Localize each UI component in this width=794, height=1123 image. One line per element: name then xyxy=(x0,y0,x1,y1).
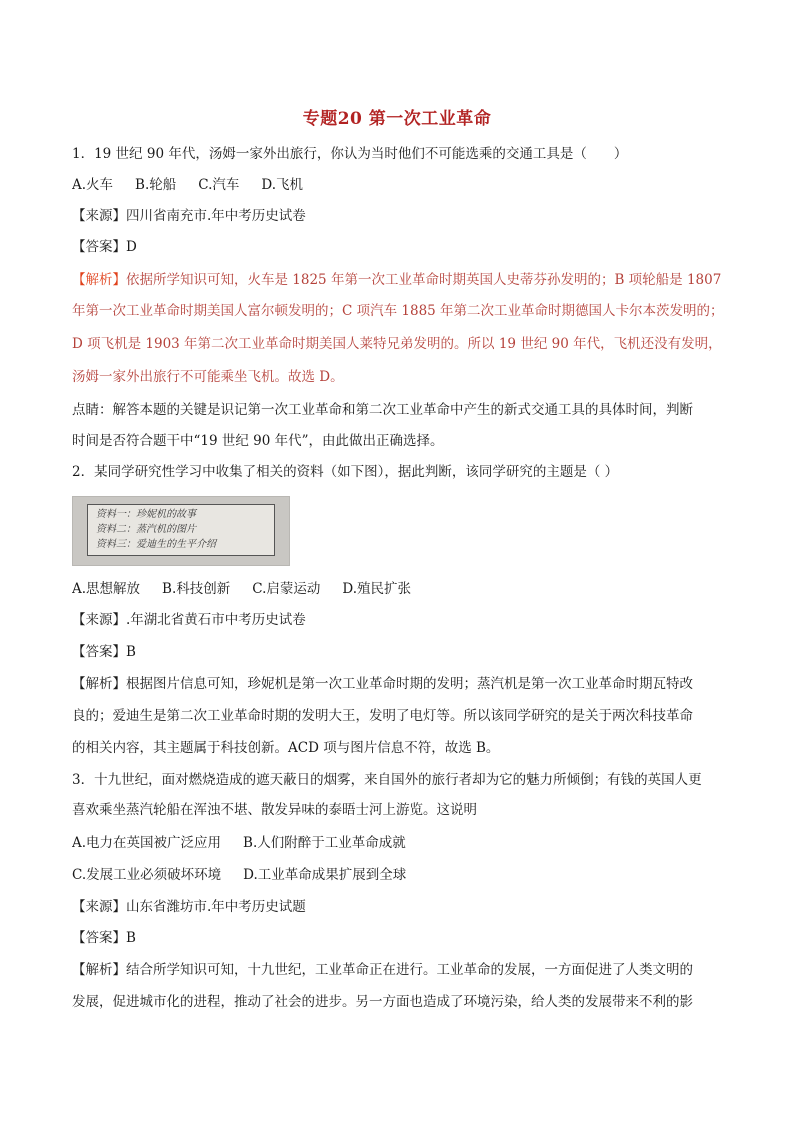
source-tag: 【来源】 xyxy=(72,208,126,224)
analysis-tag: 【解析】 xyxy=(72,272,126,288)
answer-tag: 【答案】 xyxy=(72,239,126,255)
q2-material-line: 资料二：蒸汽机的图片 xyxy=(96,524,196,535)
q1-answer-text: D xyxy=(126,239,137,255)
q2-answer-text: B xyxy=(126,644,136,660)
q1-options xyxy=(72,175,732,195)
q3-question-line: 3．十九世纪，面对燃烧造成的遮天蔽日的烟雾，来自国外的旅行者却为它的魅力所倾倒；有钱的英国人更 xyxy=(72,772,702,788)
q3-options-row xyxy=(72,865,732,885)
q2-option-d: D.殖民扩张 xyxy=(342,581,412,597)
q2-option-c: C.启蒙运动 xyxy=(252,581,321,597)
q2-option-a: A.思想解放 xyxy=(72,581,141,597)
q1-option-b: B.轮船 xyxy=(135,177,177,193)
q1-option-a: A.火车 xyxy=(72,177,114,193)
q2-answer xyxy=(72,642,732,662)
q3-answer-text: B xyxy=(126,930,136,946)
q2-materials-figure xyxy=(72,496,290,566)
q2-option-b: B.科技创新 xyxy=(162,581,231,597)
q2-source xyxy=(72,610,732,630)
q1-option-d: D.飞机 xyxy=(261,177,304,193)
q3-answer xyxy=(72,928,732,948)
q1-note-line: 时间是否符合题干中“19 世纪 90 年代”，由此做出正确选择。 xyxy=(72,433,444,449)
q1-analysis-line: 汤姆一家外出旅行不可能乘坐飞机。故选 D。 xyxy=(72,369,344,385)
q1-analysis-line: 【解析】依据所学知识可知，火车是 1825 年第一次工业革命时期英国人史蒂芬孙发明的；B 项轮船是 1807 xyxy=(72,272,722,288)
q2-material-line: 资料一：珍妮机的故事 xyxy=(96,509,196,520)
answer-tag: 【答案】 xyxy=(72,930,126,946)
analysis-tag: 【解析】 xyxy=(72,676,126,692)
answer-tag: 【答案】 xyxy=(72,644,126,660)
q2-analysis-line: 良的；爱迪生是第二次工业革命时期的发明大王，发明了电灯等。所以该同学研究的是关于两次科技革命 xyxy=(72,708,693,724)
q2-analysis-line: 的相关内容，其主题属于科技创新。ACD 项与图片信息不符，故选 B。 xyxy=(72,740,500,756)
q2-source-text: .年湖北省黄石市中考历史试卷 xyxy=(126,612,306,628)
q3-source xyxy=(72,897,732,917)
q2-material-line: 资料三：爱迪生的生平介绍 xyxy=(96,539,216,550)
q1-source-text: 四川省南充市.年中考历史试卷 xyxy=(126,208,306,224)
source-tag: 【来源】 xyxy=(72,612,126,628)
q1-analysis-line: D 项飞机是 1903 年第二次工业革命时期美国人莱特兄弟发明的。所以 19 世纪 90 年代，飞机还没有发明， xyxy=(72,336,722,352)
q2-options xyxy=(72,579,732,599)
q3-options-row xyxy=(72,833,732,853)
q1-source xyxy=(72,206,732,226)
q3-option-c: C.发展工业必须破坏环境 xyxy=(72,867,222,883)
q1-option-c: C.汽车 xyxy=(198,177,240,193)
q3-option-b: B.人们附醉于工业革命成就 xyxy=(243,835,406,851)
q1-note-line: 点睛：解答本题的关键是识记第一次工业革命和第二次工业革命中产生的新式交通工具的具体时间，判断 xyxy=(72,402,693,418)
q3-question-line: 喜欢乘坐蒸汽轮船在浑浊不堪、散发异味的泰晤士河上游览。这说明 xyxy=(72,802,477,818)
q3-option-a: A.电力在英国被广泛应用 xyxy=(72,835,222,851)
q2-question: 2．某同学研究性学习中收集了相关的资料（如下图），据此判断，该同学研究的主题是（ ） xyxy=(72,464,619,480)
analysis-tag: 【解析】 xyxy=(72,962,126,978)
page-title: 专题20 第一次工业革命 xyxy=(302,109,492,129)
q2-materials-box xyxy=(87,504,275,556)
q1-answer xyxy=(72,237,732,257)
source-tag: 【来源】 xyxy=(72,899,126,915)
q3-option-d: D.工业革命成果扩展到全球 xyxy=(243,867,407,883)
q3-analysis-line: 【解析】结合所学知识可知，十九世纪，工业革命正在进行。工业革命的发展，一方面促进了人类文明的 xyxy=(72,962,693,978)
q1-analysis-line: 年第一次工业革命时期美国人富尔顿发明的；C 项汽车 1885 年第二次工业革命时期德国人卡尔本茨发明的； xyxy=(72,303,724,319)
q3-analysis-line: 发展，促进城市化的进程，推动了社会的进步。另一方面也造成了环境污染，给人类的发展带来不利的影 xyxy=(72,994,693,1010)
q2-analysis-line: 【解析】根据图片信息可知，珍妮机是第一次工业革命时期的发明；蒸汽机是第一次工业革命时期瓦特改 xyxy=(72,676,693,692)
q3-source-text: 山东省潍坊市.年中考历史试题 xyxy=(126,899,306,915)
q1-question: 1．19 世纪 90 年代，汤姆一家外出旅行，你认为当时他们不可能选乘的交通工具是（ ） xyxy=(72,146,628,162)
